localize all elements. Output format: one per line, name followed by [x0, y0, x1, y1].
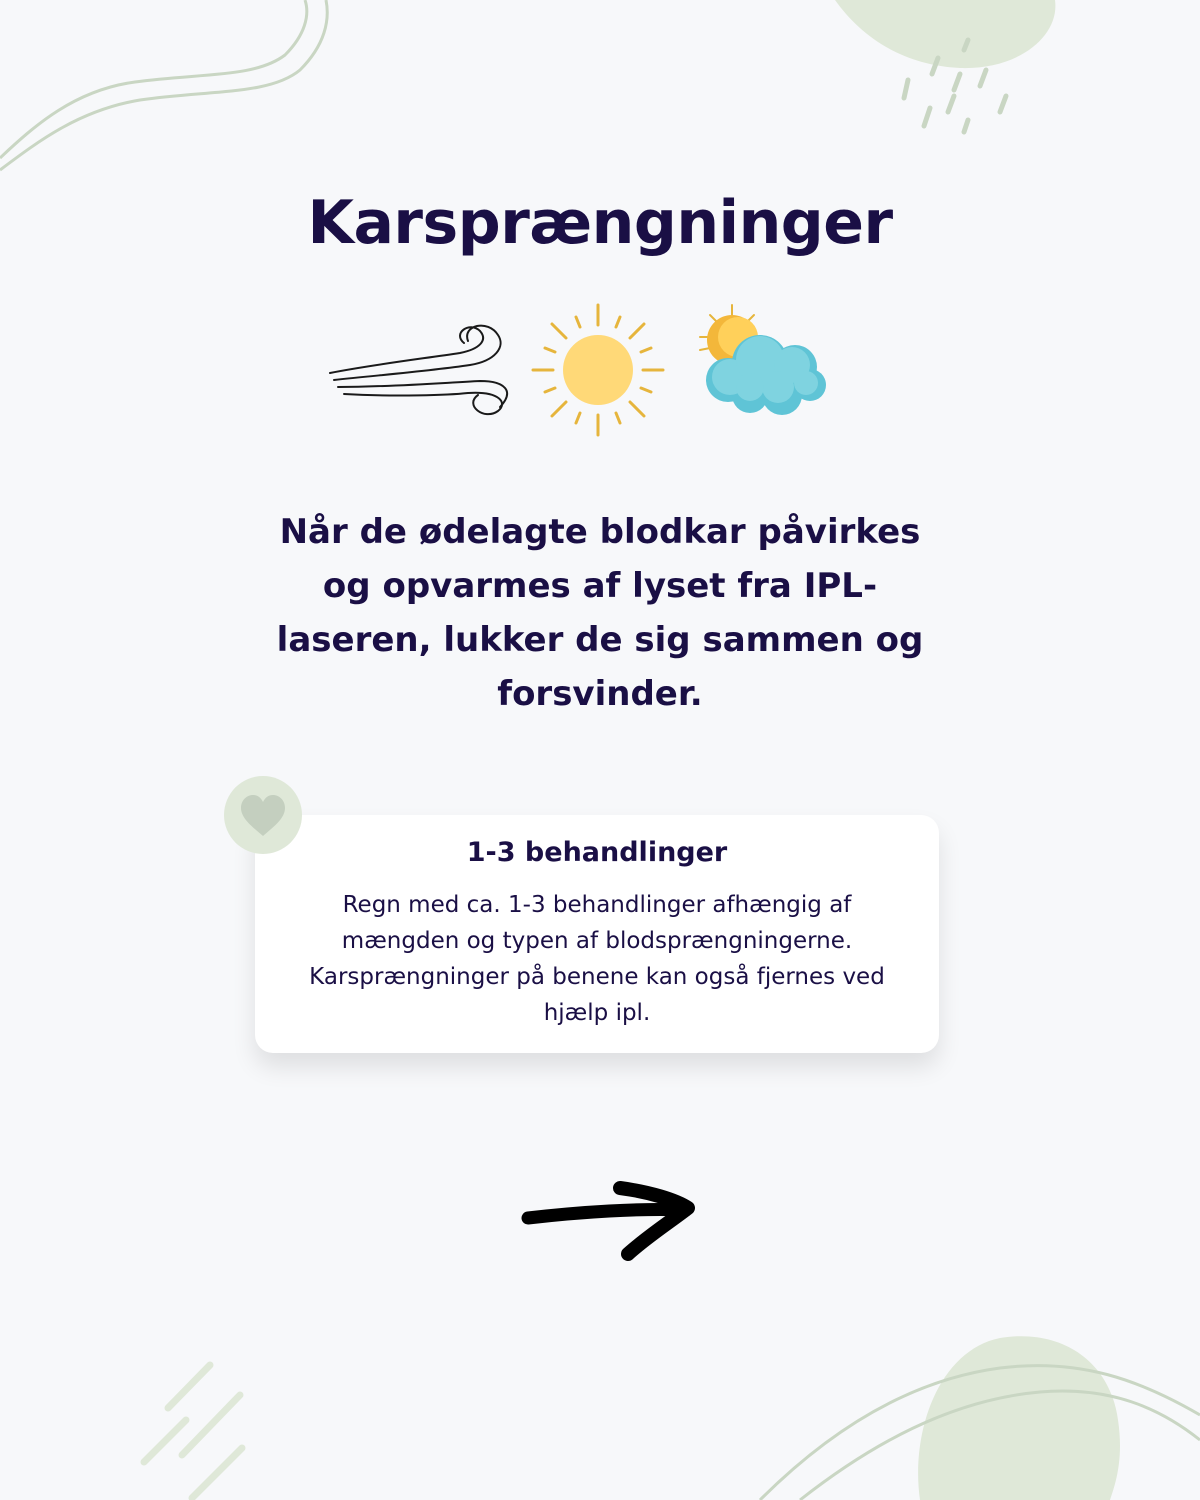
card-heading: 1-3 behandlinger — [466, 837, 728, 868]
page-title: Karsprængninger — [307, 188, 893, 258]
sun-icon — [533, 305, 663, 435]
card-body: Regn med ca. 1-3 behandlinger afhængig af mængden og typen af blodsprængningerne. Karsprængninger på benene kan også fjernes ved hjælp ipl. — [309, 892, 885, 1026]
sun-behind-cloud-icon — [700, 305, 826, 415]
arrow-right-icon[interactable] — [520, 1178, 700, 1268]
decorative-blob-top-right — [820, 0, 1200, 150]
weather-icons — [320, 295, 840, 445]
heart-icon — [224, 776, 302, 854]
decorative-lines-top-left — [0, 0, 360, 190]
info-card — [255, 815, 939, 1053]
intro-paragraph: Når de ødelagte blodkar påvirkes og opvarmes af lyset fra IPL-laseren, lukker de sig sammen og forsvinder. — [276, 512, 924, 714]
decorative-blob-bottom-right — [740, 1320, 1200, 1500]
wind-icon — [330, 326, 507, 415]
decorative-dashes-bottom-left — [130, 1350, 270, 1500]
